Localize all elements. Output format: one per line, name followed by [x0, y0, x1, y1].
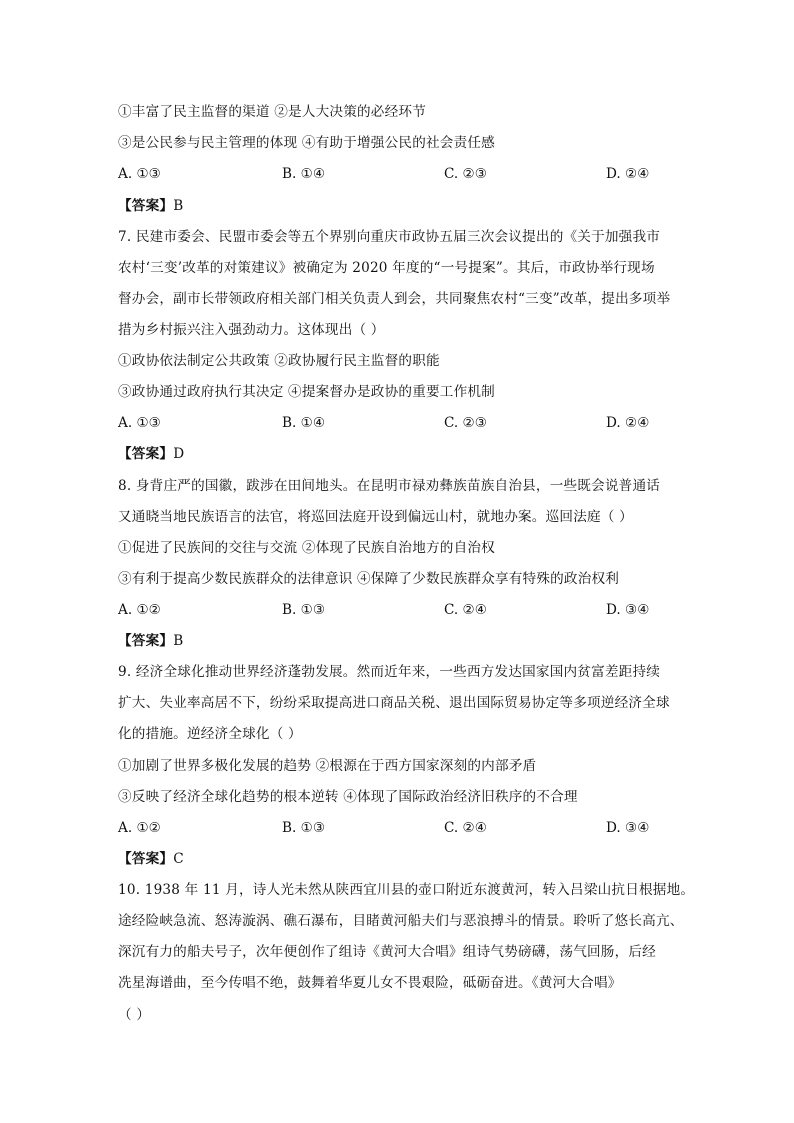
q7-option-b: B. ①④: [282, 415, 326, 431]
q8-statement-1: ①促进了民族间的交往与交流 ②体现了民族自治地方的自治权: [118, 540, 495, 556]
answer-letter: B: [173, 198, 184, 214]
q7-stem-line-4: 措为乡村振兴注入强劲动力。这体现出（ ）: [118, 322, 385, 338]
q9-option-a: A. ①②: [118, 820, 161, 836]
q8-option-d: D. ③④: [606, 602, 650, 618]
q8-stem-line-2: 又通晓当地民族语言的法官，将巡回法庭开设到偏远山村，就地办案。巡回法庭（ ）: [118, 509, 633, 525]
q7-statement-2: ③政协通过政府执行其决定 ④提案督办是政协的重要工作机制: [118, 384, 495, 400]
q10-stem-line-1: 10. 1938 年 11 月，诗人光未然从陕西宜川县的壶口附近东渡黄河，转入吕梁山抗日根据地。: [118, 882, 695, 898]
answer-label: 【答案】: [118, 633, 174, 649]
answer-letter: C: [173, 851, 184, 867]
q7-stem-line-1: 7. 民建市委会、民盟市委会等五个界别向重庆市政协五届三次会议提出的《关于加强我市: [118, 229, 661, 245]
q8-stem-line-1: 8. 身背庄严的国徽，跋涉在田间地头。在昆明市禄劝彝族苗族自治县，一些既会说普通话: [118, 478, 661, 494]
q9-statement-2: ③反映了经济全球化趋势的根本逆转 ④体现了国际政治经济旧秩序的不合理: [118, 789, 578, 805]
answer-letter: D: [173, 446, 185, 462]
q10-stem-line-5: （ ）: [118, 1007, 151, 1023]
q8-option-a: A. ①②: [118, 602, 161, 618]
q8-option-b: B. ①③: [282, 602, 326, 618]
answer-label: 【答案】: [118, 198, 174, 214]
q7-option-c: C. ②③: [444, 415, 487, 431]
q10-stem-line-4: 冼星海谱曲，至今传唱不绝，鼓舞着华夏儿女不畏艰险，砥砺奋进。《黄河大合唱》: [118, 975, 622, 991]
q10-stem-line-2: 途经险峡急流、怒涛漩涡、礁石瀑布，目睹黄河船夫们与恶浪搏斗的情景。聆听了悠长高亢、: [118, 913, 684, 929]
q6-option-a: A. ①③: [118, 166, 161, 182]
q7-option-a: A. ①③: [118, 415, 161, 431]
q9-option-b: B. ①③: [282, 820, 326, 836]
q10-stem-line-3: 深沉有力的船夫号子，次年便创作了组诗《黄河大合唱》组诗气势磅礴，荡气回肠，后经: [118, 944, 656, 960]
q6-option-d: D. ②④: [606, 166, 650, 182]
q8-answer: [118, 631, 183, 651]
q7-stem-line-3: 督办会，副市长带领政府相关部门相关负责人到会，共同聚焦农村“三变”改革，提出多项举: [118, 291, 671, 307]
answer-letter: B: [173, 633, 184, 649]
q6-answer: [118, 196, 183, 216]
q9-answer: [118, 849, 184, 869]
q9-option-d: D. ③④: [606, 820, 650, 836]
q7-stem-line-2: 农村‘三变’改革的对策建议》被确定为 2020 年度的“一号提案”。其后，市政协举行现场: [118, 260, 655, 276]
q9-stem-line-1: 9. 经济全球化推动世界经济蓬勃发展。然而近年来，一些西方发达国家国内贫富差距持续: [118, 664, 661, 680]
q6-option-b: B. ①④: [282, 166, 326, 182]
q7-answer: [118, 444, 184, 464]
q6-option-c: C. ②③: [444, 166, 487, 182]
q9-option-c: C. ②④: [444, 820, 487, 836]
answer-label: 【答案】: [118, 446, 174, 462]
q8-option-c: C. ②④: [444, 602, 487, 618]
q6-statement-2: ③是公民参与民主管理的体现 ④有助于增强公民的社会责任感: [118, 135, 495, 151]
q8-statement-2: ③有利于提高少数民族群众的法律意识 ④保障了少数民族群众享有特殊的政治权利: [118, 571, 620, 587]
q9-statement-1: ①加剧了世界多极化发展的趋势 ②根源在于西方国家深刻的内部矛盾: [118, 758, 537, 774]
q7-statement-1: ①政协依法制定公共政策 ②政协履行民主监督的职能: [118, 353, 440, 369]
q6-statement-1: ①丰富了民主监督的渠道 ②是人大决策的必经环节: [118, 104, 426, 120]
q9-stem-line-3: 化的措施。逆经济全球化（ ）: [118, 726, 302, 742]
q9-stem-line-2: 扩大、失业率高居不下，纷纷采取提高进口商品关税、退出国际贸易协定等多项逆经济全球: [118, 695, 670, 711]
q7-option-d: D. ②④: [606, 415, 650, 431]
answer-label: 【答案】: [118, 851, 174, 867]
